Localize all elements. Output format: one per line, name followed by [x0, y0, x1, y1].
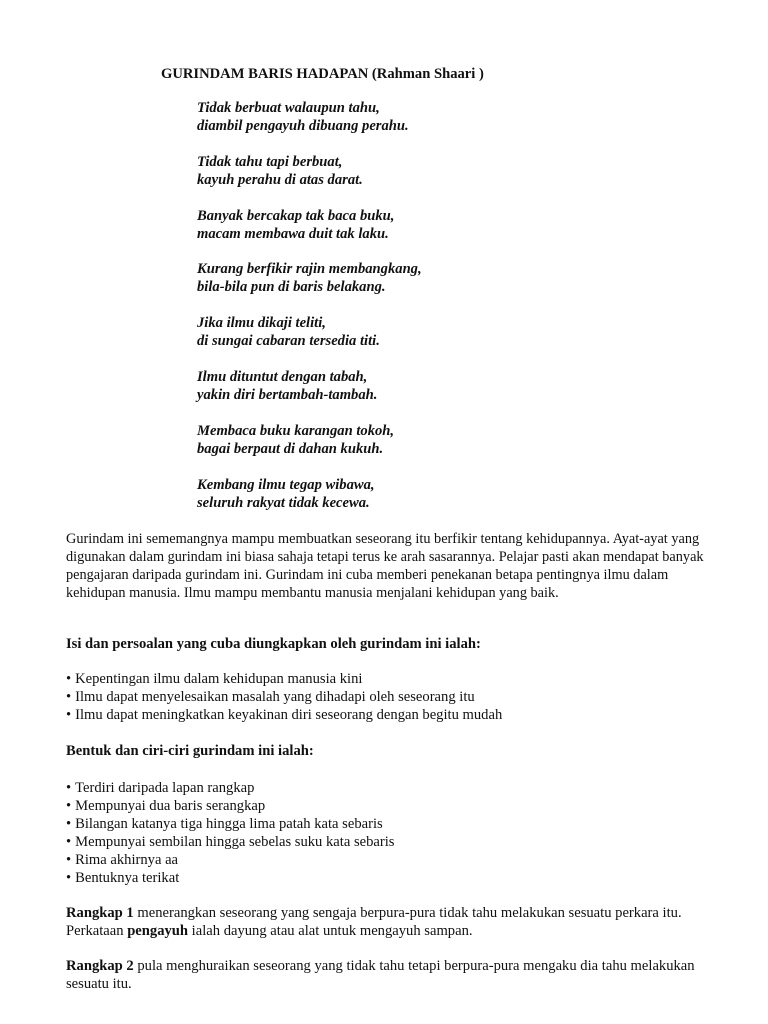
poem-line: kayuh perahu di atas darat.	[197, 171, 363, 188]
list-item: • Ilmu dapat menyelesaikan masalah yang dihadapi oleh seseorang itu	[66, 688, 706, 706]
poem-line: Banyak bercakap tak baca buku,	[197, 207, 395, 224]
list-item: • Mempunyai sembilan hingga sebelas suku kata sebaris	[66, 833, 706, 851]
poem	[197, 99, 717, 529]
rangkap-1-bold-word: pengayuh	[127, 923, 189, 939]
stanza-8	[197, 476, 717, 512]
poem-line: macam membawa duit tak laku.	[197, 225, 389, 242]
rangkap-2-text: pula menghuraikan seseorang yang tidak tahu tetapi berpura-pura mengaku dia tahu melakukan sesuatu itu.	[66, 958, 695, 992]
rangkap-1-text-a: menerangkan seseorang yang sengaja berpura-pura tidak tahu melakukan sesuatu perkara itu. Perkataan	[66, 905, 682, 939]
list-item: • Mempunyai dua baris serangkap	[66, 797, 706, 815]
poem-line: Kembang ilmu tegap wibawa,	[197, 476, 375, 493]
stanza-5	[197, 314, 717, 350]
poem-line: Jika ilmu dikaji teliti,	[197, 315, 326, 332]
poem-line: Kurang berfikir rajin membangkang,	[197, 261, 422, 278]
rangkap-2-label: Rangkap 2	[66, 958, 134, 974]
stanza-3	[197, 207, 717, 243]
poem-line: seluruh rakyat tidak kecewa.	[197, 494, 370, 511]
section-heading-bentuk: Bentuk dan ciri-ciri gurindam ini ialah:	[66, 743, 314, 759]
list-item: • Terdiri daripada lapan rangkap	[66, 779, 706, 797]
poem-line: Tidak tahu tapi berbuat,	[197, 153, 343, 170]
rangkap-1-text-b: ialah dayung atau alat untuk mengayuh sampan.	[188, 923, 473, 939]
poem-line: yakin diri bertambah-tambah.	[197, 386, 378, 403]
stanza-6	[197, 368, 717, 404]
stanza-4	[197, 260, 717, 296]
poem-line: di sungai cabaran tersedia titi.	[197, 333, 380, 350]
poem-line: bila-bila pun di baris belakang.	[197, 279, 386, 296]
list-item: • Bentuknya terikat	[66, 869, 706, 887]
stanza-1	[197, 99, 717, 135]
poem-line: Tidak berbuat walaupun tahu,	[197, 100, 380, 116]
list-item: • Ilmu dapat meningkatkan keyakinan diri seseorang dengan begitu mudah	[66, 706, 706, 724]
poem-line: diambil pengayuh dibuang perahu.	[197, 118, 409, 134]
list-item: • Kepentingan ilmu dalam kehidupan manusia kini	[66, 670, 706, 688]
poem-line: Membaca buku karangan tokoh,	[197, 422, 395, 439]
bullet-list-bentuk	[66, 779, 706, 887]
rangkap-1-label: Rangkap 1	[66, 905, 134, 921]
stanza-2	[197, 153, 717, 189]
bullet-list-isi	[66, 670, 706, 724]
poem-line: bagai berpaut di dahan kukuh.	[197, 440, 384, 457]
section-heading-isi: Isi dan persoalan yang cuba diungkapkan oleh gurindam ini ialah:	[66, 636, 481, 652]
intro-paragraph: Gurindam ini sememangnya mampu membuatkan seseorang itu berfikir tentang kehidupannya. Ayat-ayat yang digunakan dalam gurindam ini biasa sahaja tetapi terus ke arah sasarannya. Pelajar pasti akan mendapat banyak pengajaran daripada gurindam ini. Gurindam ini cuba memberi penekanan betapa pentingnya ilmu dalam kehidupan manusia. Ilmu mampu membantu manusia menjalani kehidupan yang baik.	[66, 531, 704, 601]
list-item: • Rima akhirnya aa	[66, 851, 706, 869]
rangkap-2-paragraph	[66, 957, 706, 993]
stanza-7	[197, 422, 717, 458]
poem-title: GURINDAM BARIS HADAPAN (Rahman Shaari )	[161, 66, 484, 82]
poem-line: Ilmu dituntut dengan tabah,	[197, 368, 368, 385]
list-item: • Bilangan katanya tiga hingga lima patah kata sebaris	[66, 815, 706, 833]
rangkap-1-paragraph	[66, 904, 706, 940]
